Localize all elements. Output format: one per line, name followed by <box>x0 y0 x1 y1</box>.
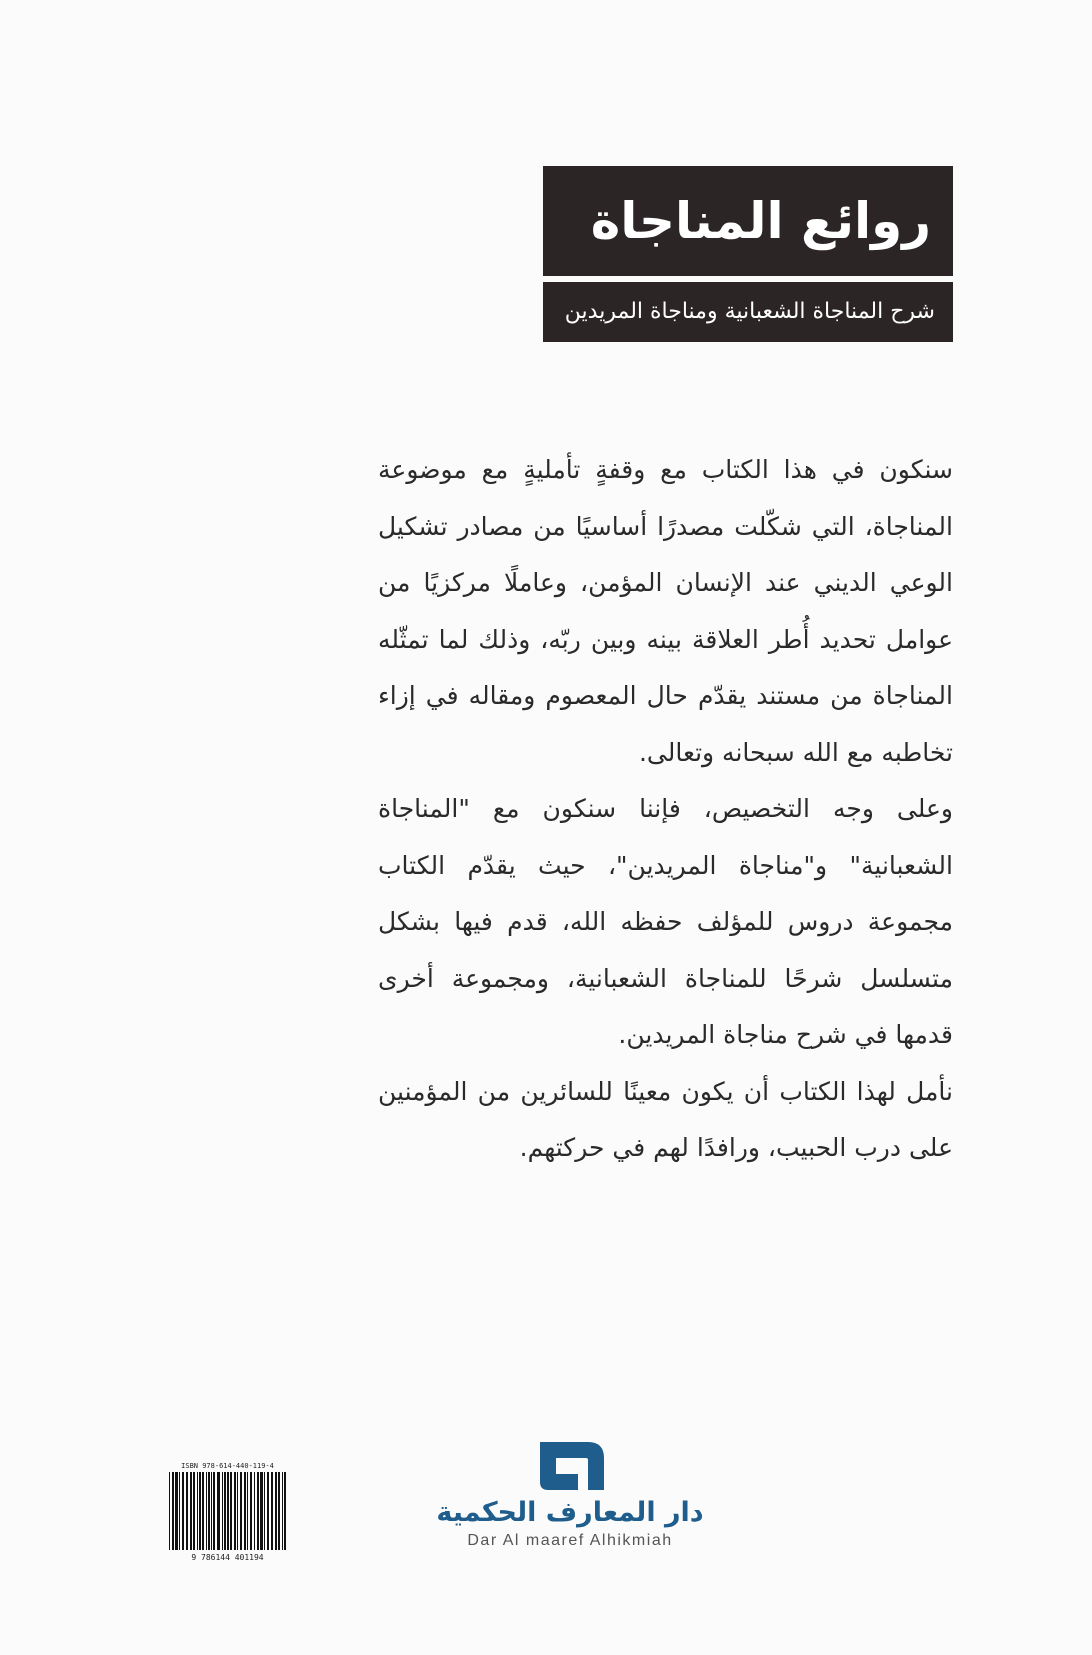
barcode-bar <box>234 1472 236 1550</box>
barcode-digits: 9 786144 401194 <box>191 1553 264 1562</box>
blurb-paragraph-1: سنكون في هذا الكتاب مع وقفةٍ تأمليةٍ مع موضوعة المناجاة، التي شكّلت مصدرًا أساسيًا من مصادر تشكيل الوعي الديني عند الإنسان المؤمن، وعاملًا مركزيًا من عوامل تحديد أُطر العلاقة بينه وبين ربّه، وذلك لما تمثّله المناجاة من مستند يقدّم حال المعصوم ومقاله في إزاء تخاطبه مع الله سبحانه وتعالى. <box>378 455 953 767</box>
barcode-bar <box>199 1472 201 1550</box>
barcode-bar <box>282 1472 283 1550</box>
blurb-paragraph-2: وعلى وجه التخصيص، فإننا سنكون مع "المناجاة الشعبانية" و"مناجاة المريدين"، حيث يقدّم الكتاب مجموعة دروس للمؤلف حفظه الله، قدم فيها بشكل متسلسل شرحًا للمناجاة الشعبانية، ومجموعة أخرى قدمها في شرح مناجاة المريدين. <box>378 794 953 1049</box>
barcode-bar <box>244 1472 246 1550</box>
barcode-bar <box>175 1472 178 1550</box>
barcode-bar <box>206 1472 207 1550</box>
blurb <box>378 442 953 1177</box>
isbn-label: ISBN 978-614-440-119-4 <box>181 1462 274 1470</box>
barcode-bar <box>182 1472 184 1550</box>
barcode-bar <box>211 1472 212 1550</box>
barcode-bar <box>172 1472 174 1550</box>
barcode-bar <box>260 1472 263 1550</box>
barcode-bar <box>257 1472 259 1550</box>
blurb-paragraph-3: نأمل لهذا الكتاب أن يكون معينًا للسائرين من المؤمنين على درب الحبيب، ورافدًا لهم في حركتهم. <box>378 1076 953 1162</box>
barcode-bar <box>250 1472 252 1550</box>
barcode-bar <box>284 1472 286 1550</box>
publisher-block <box>420 1438 720 1558</box>
barcode-bar <box>240 1472 242 1550</box>
barcode-bar <box>237 1472 238 1550</box>
publisher-name-arabic: دار المعارف الحكمية <box>436 1497 704 1528</box>
barcode-bar <box>227 1472 229 1550</box>
barcode-bar <box>254 1472 255 1550</box>
barcode-bar <box>208 1472 210 1550</box>
barcode-bar <box>197 1472 198 1550</box>
barcode-bar <box>222 1472 223 1550</box>
barcode-bar <box>264 1472 265 1550</box>
barcode-bar <box>247 1472 248 1550</box>
subtitle-banner <box>543 282 953 342</box>
barcode-bar <box>186 1472 188 1550</box>
barcode-bar <box>169 1472 170 1550</box>
barcode-bar <box>271 1472 273 1550</box>
barcode-bar <box>267 1472 269 1550</box>
barcode-bar <box>224 1472 226 1550</box>
barcode-graphic <box>163 1460 292 1563</box>
book-subtitle: شرح المناجاة الشعبانية ومناجاة المريدين <box>564 299 935 324</box>
publisher-name-english: Dar Al maaref Alhikmiah <box>467 1531 673 1549</box>
barcode-bar <box>278 1472 280 1550</box>
publisher-logo-icon <box>530 1438 610 1494</box>
barcode-bar <box>230 1472 232 1550</box>
barcode-bar <box>193 1472 195 1550</box>
isbn-barcode <box>163 1460 292 1563</box>
barcode-bar <box>217 1472 220 1550</box>
title-banner <box>543 166 953 276</box>
book-title: روائع المناجاة <box>590 192 931 250</box>
barcode-bar <box>179 1472 180 1550</box>
barcode-bar <box>275 1472 277 1550</box>
barcode-bar <box>190 1472 192 1550</box>
barcode-bar <box>202 1472 204 1550</box>
barcode-bars <box>169 1472 286 1550</box>
barcode-bar <box>213 1472 215 1550</box>
